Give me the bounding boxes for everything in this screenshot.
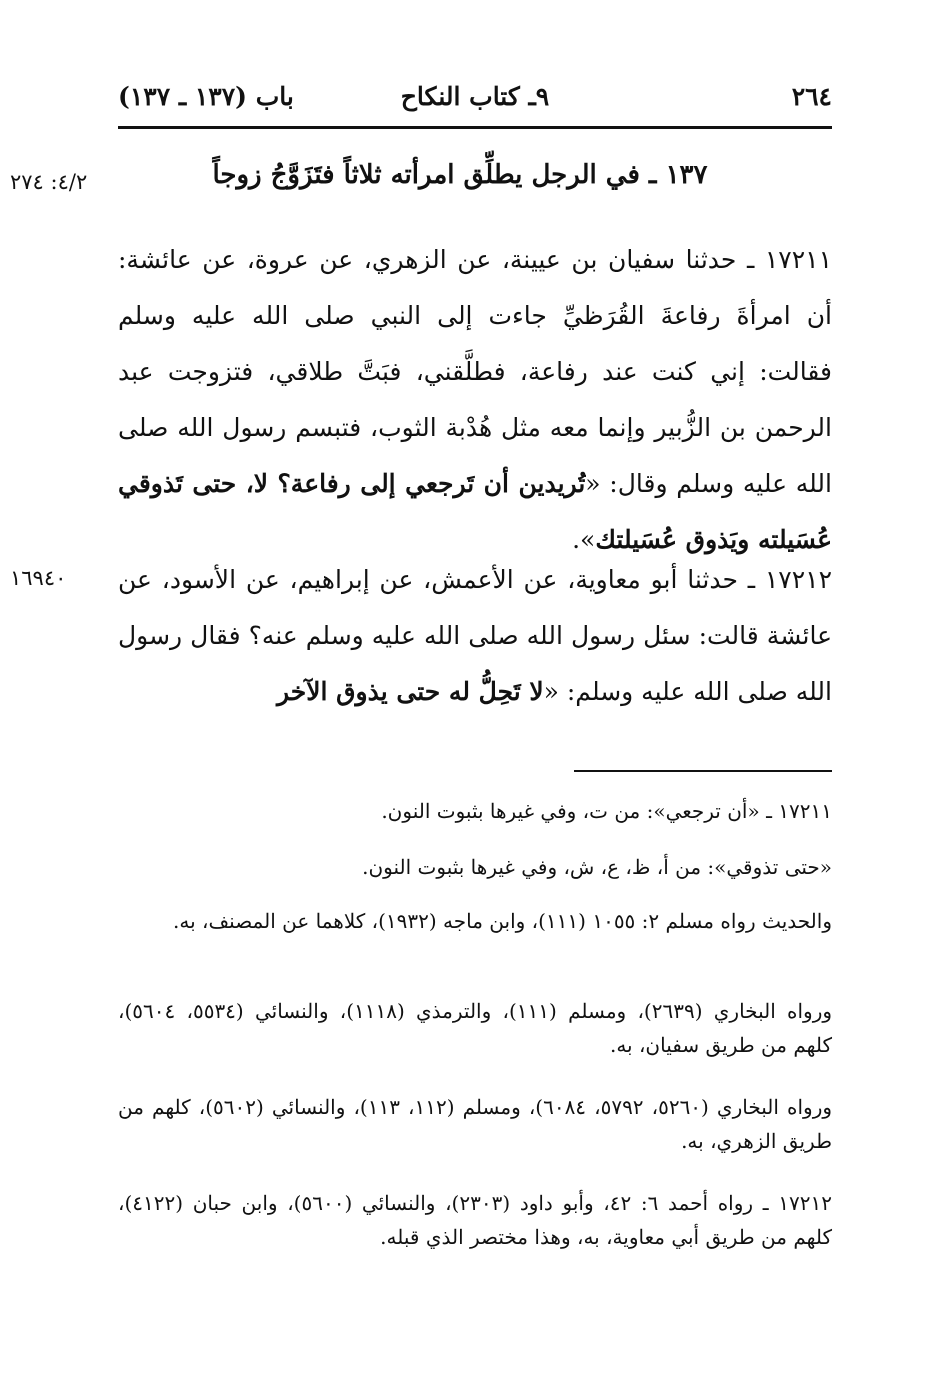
margin-reference-top: ٤/٢: ٢٧٤ (10, 170, 88, 194)
footnote-2: «حتى تذوقي»: من أ، ظ، ع، ش، وفي غيرها بثبوت النون. (362, 855, 832, 879)
hadith-17212-text: ١٧٢١٢ ـ حدثنا أبو معاوية، عن الأعمش، عن إبراهيم، عن الأسود، عن عائشة قالت: سئل رسول الله صلى الله عليه وسلم عنه؟ فقال رسول الله صلى الله عليه وسلم: « (118, 565, 832, 706)
footnote-4: ورواه البخاري (٢٦٣٩)، ومسلم (١١١)، والترمذي (١١١٨)، والنسائي (٥٥٣٤، ٥٦٠٤)، كلهم من طريق سفيان، به. (118, 999, 833, 1057)
footnote-6: ١٧٢١٢ ـ رواه أحمد ٦: ٤٢، وأبو داود (٢٣٠٣)، والنسائي (٥٦٠٠)، وابن حبان (٤١٢٢)، كلهم من طريق أبي معاوية، به، وهذا مختصر الذي قبله. (118, 1191, 832, 1249)
hadith-17211 (118, 232, 832, 568)
hadith-17211-end: ». (572, 525, 596, 554)
footnote-5: ورواه البخاري (٥٢٦٠، ٥٧٩٢، ٦٠٨٤)، ومسلم (١١٢، ١١٣)، والنسائي (٥٦٠٢)، كلهم من طريق الزهري، به. (118, 1095, 833, 1153)
book-title: ٩ـ كتاب النكاح (400, 82, 550, 111)
page-number: ٢٦٤ (791, 82, 832, 111)
header-rule (118, 126, 832, 129)
footnote-1: ١٧٢١١ ـ «أن ترجعي»: من ت، وفي غيرها بثبوت النون. (381, 799, 832, 823)
footnote-rule (574, 770, 832, 772)
hadith-17211-text: ١٧٢١١ ـ حدثنا سفيان بن عيينة، عن الزهري، عن عروة، عن عائشة: أن امرأةَ رفاعةَ القُرَظيِّ جاءت إلى النبي صلى الله عليه وسلم فقالت: إني كنت عند رفاعة، فطلَّقني، فبَتَّ طلاقي، فتزوجت عبد الرحمن بن الزُّبير وإنما معه مثل هُدْبة الثوب، فتبسم رسول الله صلى الله عليه وسلم وقال: « (118, 245, 832, 498)
hadith-17212-quote: لا تَحِلُّ له حتى يذوق الآخر (276, 677, 544, 706)
footnote-3: والحديث رواه مسلم ٢: ١٠٥٥ (١١١)، وابن ماجه (١٩٣٢)، كلاهما عن المصنف، به. (173, 909, 832, 933)
chapter-title: ١٣٧ ـ في الرجل يطلِّق امرأته ثلاثاً فتَزَوَّجُ زوجاً (212, 160, 708, 190)
margin-reference-second: ١٦٩٤٠ (10, 566, 67, 590)
hadith-17212 (118, 552, 832, 720)
chapter-range: باب (١٣٧ ـ ١٣٧) (118, 82, 294, 111)
running-header (118, 80, 832, 120)
hadith-17211-quote: تُريدين أن تَرجعي إلى رفاعة؟ لا، حتى تَذوقي عُسَيلته ويَذوق عُسَيلتك (118, 469, 832, 554)
